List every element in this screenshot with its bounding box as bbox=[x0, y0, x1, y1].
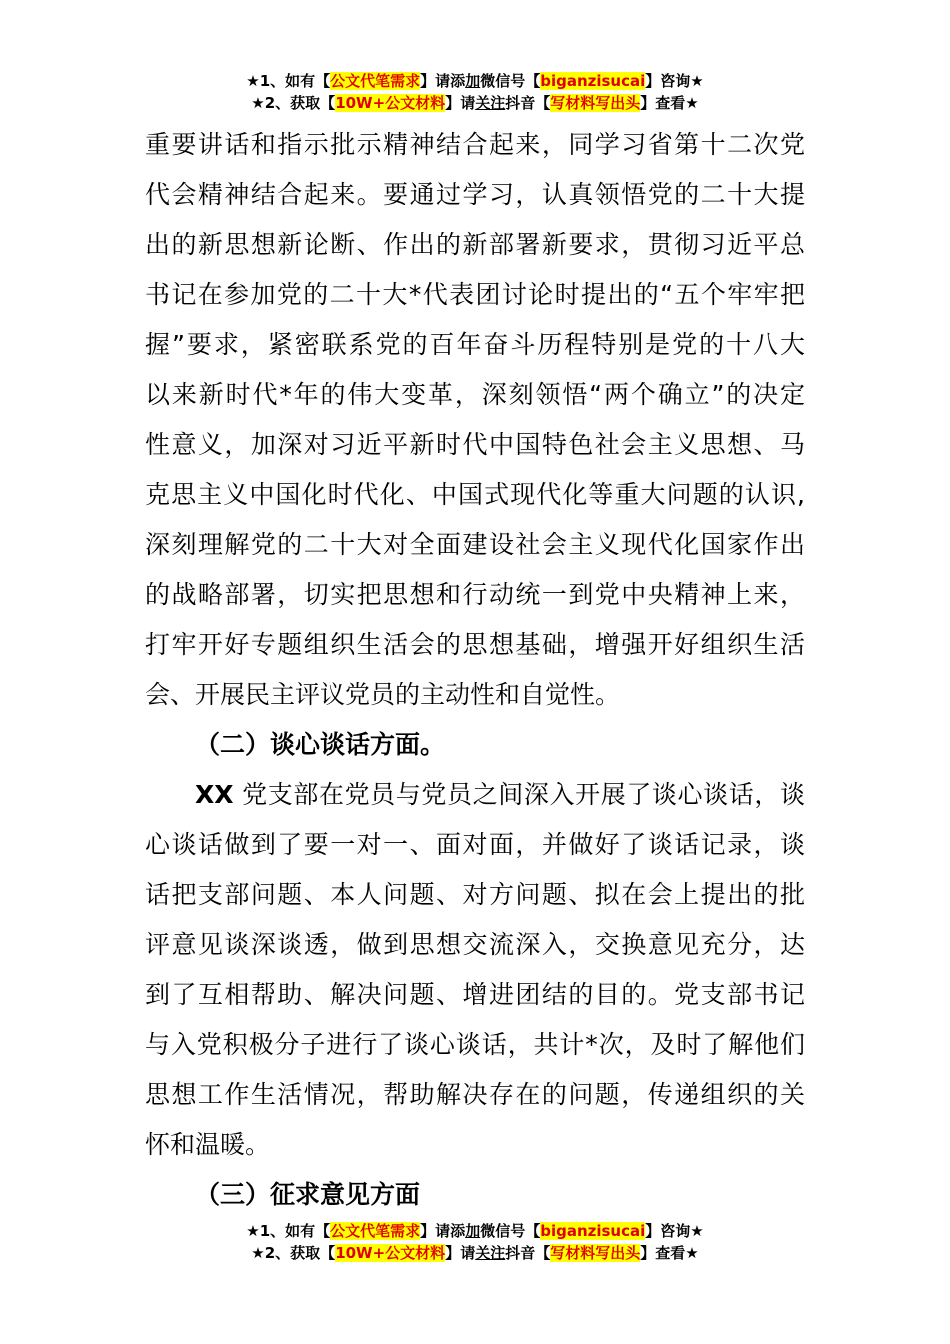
text-line: 的战略部署，切实把思想和行动统一到党中央精神上来， bbox=[145, 580, 805, 609]
text-line: 代会精神结合起来。要通过学习，认真领悟党的二十大提 bbox=[145, 180, 805, 209]
footer-banner bbox=[0, 1220, 950, 1264]
section-heading-opinions: （三）征求意见方面 bbox=[195, 1180, 421, 1209]
highlight-materials: 10W+公文材料 bbox=[335, 94, 446, 112]
highlight-wechat-id: biganzisucai bbox=[540, 72, 646, 90]
highlight-douyin-name: 写材料写出头 bbox=[550, 94, 641, 112]
underlined-text: 加 bbox=[465, 72, 481, 90]
text-line: 出的新思想新论断、作出的新部署新要求，贯彻习近平总 bbox=[145, 230, 805, 259]
banner-text: 】查看★ bbox=[640, 94, 699, 112]
banner-line-2 bbox=[0, 1242, 950, 1264]
highlight-douyin-name: 写材料写出头 bbox=[550, 1244, 641, 1262]
text-line: 以来新时代*年的伟大变革，深刻领悟“两个确立”的决定 bbox=[145, 380, 805, 409]
text-line: 打牢开好专题组织生活会的思想基础，增强开好组织生活 bbox=[145, 630, 805, 659]
highlight-materials: 10W+公文材料 bbox=[335, 1244, 446, 1262]
banner-text: 微信号【 bbox=[480, 1222, 541, 1240]
highlight-service: 公文代笔需求 bbox=[330, 1222, 421, 1240]
banner-text: ★2、获取【 bbox=[251, 94, 336, 112]
banner-line-2 bbox=[0, 92, 950, 114]
banner-line-1 bbox=[0, 70, 950, 92]
paragraph-talks bbox=[145, 770, 805, 1170]
highlight-service: 公文代笔需求 bbox=[330, 72, 421, 90]
text-span: 党支部在党员与党员之间深入开展了谈心谈话，谈 bbox=[233, 780, 805, 809]
banner-text: 】查看★ bbox=[640, 1244, 699, 1262]
banner-text: 】请 bbox=[445, 1244, 476, 1262]
document-body bbox=[145, 120, 805, 1220]
highlight-wechat-id: biganzisucai bbox=[540, 1222, 646, 1240]
underlined-text: 关注 bbox=[475, 1244, 506, 1262]
underlined-text: 关注 bbox=[475, 94, 506, 112]
text-line: 评意见谈深谈透，做到思想交流深入，交换意见充分，达 bbox=[145, 930, 805, 959]
banner-text: ★1、如有【 bbox=[246, 72, 331, 90]
text-line: 到了互相帮助、解决问题、增进团结的目的。党支部书记 bbox=[145, 980, 805, 1009]
text-line: 书记在参加党的二十大*代表团讨论时提出的“五个牢牢把 bbox=[145, 280, 805, 309]
text-line: 思想工作生活情况，帮助解决存在的问题，传递组织的关 bbox=[145, 1080, 805, 1109]
text-line: 会、开展民主评议党员的主动性和自觉性。 bbox=[145, 680, 621, 709]
text-line: 握”要求，紧密联系党的百年奋斗历程特别是党的十八大 bbox=[145, 330, 805, 359]
text-line: 性意义，加深对习近平新时代中国特色社会主义思想、马 bbox=[145, 430, 805, 459]
text-line bbox=[145, 770, 805, 820]
banner-line-1 bbox=[0, 1220, 950, 1242]
banner-text: 】请添 bbox=[420, 72, 466, 90]
header-banner bbox=[0, 70, 950, 114]
banner-text: 】请 bbox=[445, 94, 476, 112]
text-line: 话把支部问题、本人问题、对方问题、拟在会上提出的批 bbox=[145, 880, 805, 909]
text-line: 心谈话做到了要一对一、面对面，并做好了谈话记录，谈 bbox=[145, 830, 805, 859]
text-line: 与入党积极分子进行了谈心谈话，共计*次，及时了解他们 bbox=[145, 1030, 805, 1059]
paragraph-study bbox=[145, 120, 805, 720]
section-heading-talks: （二）谈心谈话方面。 bbox=[195, 730, 446, 759]
banner-text: 抖音【 bbox=[505, 1244, 551, 1262]
text-line: 怀和温暖。 bbox=[145, 1130, 271, 1159]
banner-text: ★2、获取【 bbox=[251, 1244, 336, 1262]
banner-text: 】请添 bbox=[420, 1222, 466, 1240]
text-line: 克思主义中国化时代化、中国式现代化等重大问题的认识, bbox=[145, 480, 805, 509]
text-line: 重要讲话和指示批示精神结合起来，同学习省第十二次党 bbox=[145, 130, 805, 159]
underlined-text: 加 bbox=[465, 1222, 481, 1240]
banner-text: 抖音【 bbox=[505, 94, 551, 112]
banner-text: 】咨询★ bbox=[645, 72, 704, 90]
banner-text: ★1、如有【 bbox=[246, 1222, 331, 1240]
banner-text: 】咨询★ bbox=[645, 1222, 704, 1240]
banner-text: 微信号【 bbox=[480, 72, 541, 90]
org-placeholder: XX bbox=[195, 780, 234, 809]
text-line: 深刻理解党的二十大对全面建设社会主义现代化国家作出 bbox=[145, 530, 805, 559]
